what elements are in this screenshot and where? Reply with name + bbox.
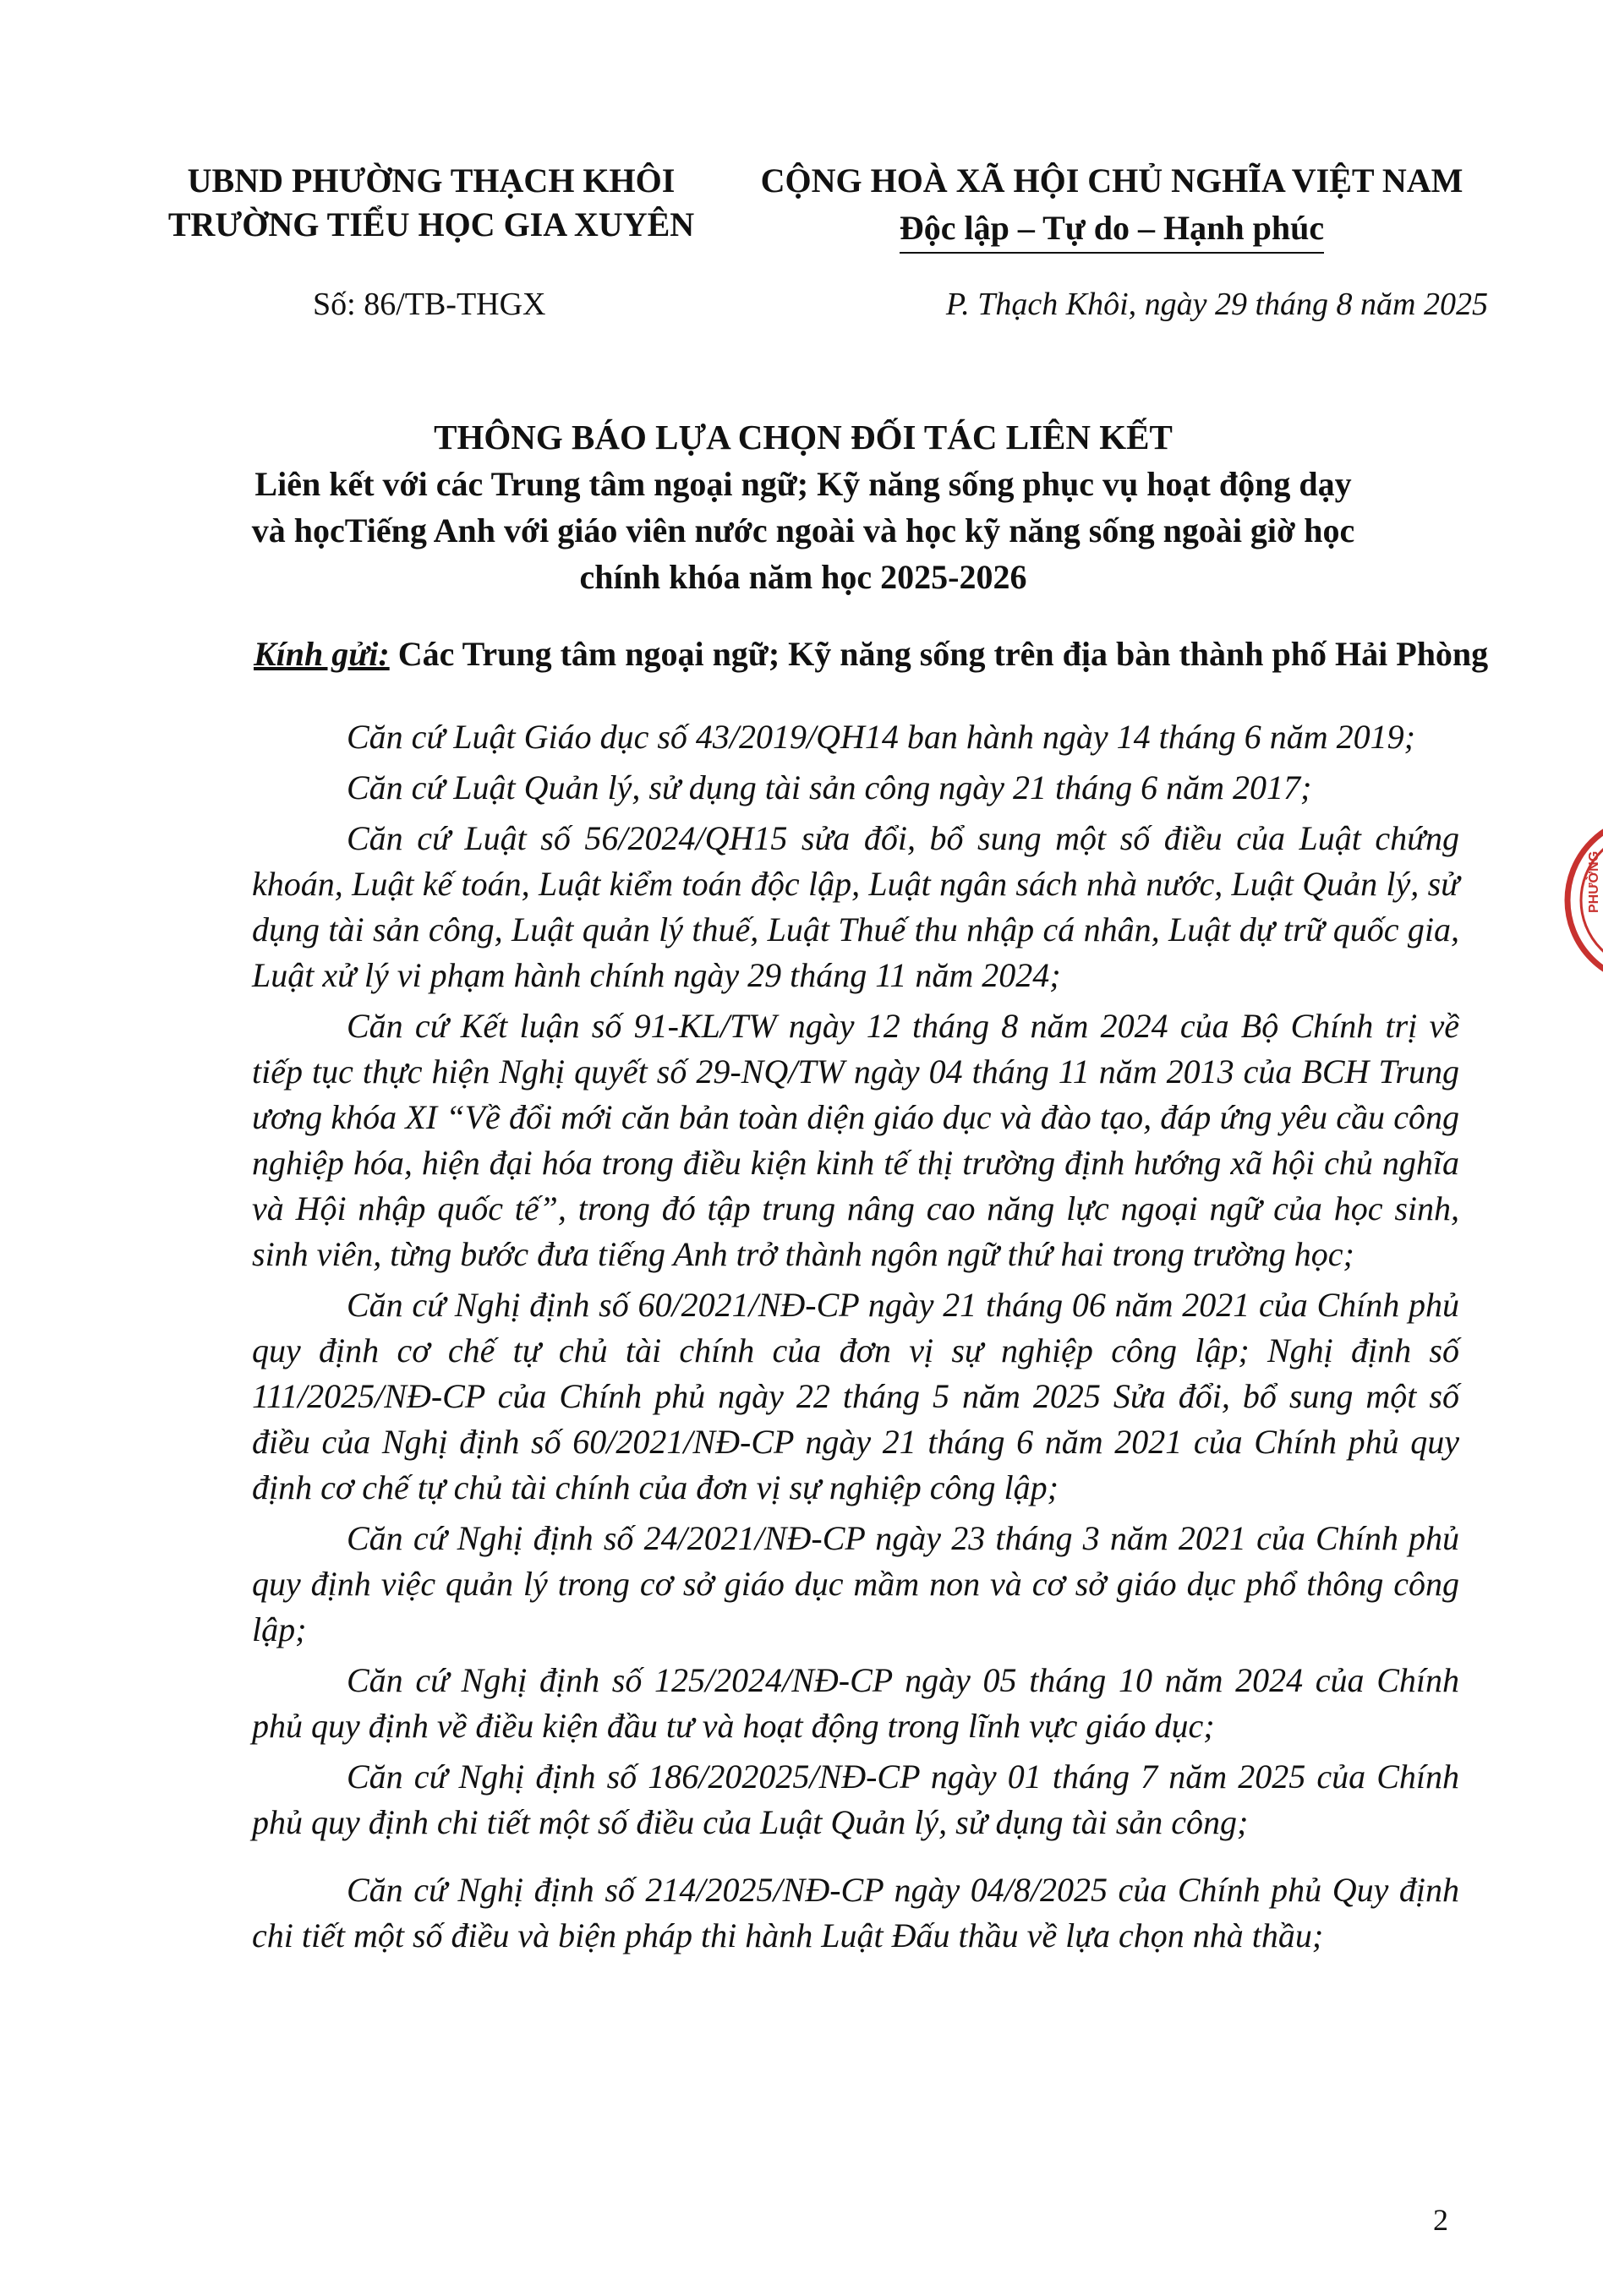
legal-basis-paragraph: Căn cứ Nghị định số 125/2024/NĐ-CP ngày 05 tháng 10 năm 2024 của Chính phủ quy định về điều kiện đầu tư và hoạt động trong lĩnh vực giáo dục; — [252, 1661, 1459, 1745]
national-motto: Độc lập – Tự do – Hạnh phúc — [900, 206, 1324, 254]
org-line-2: TRƯỜNG TIỂU HỌC GIA XUYÊN — [167, 205, 695, 243]
org-line-1: UBND PHƯỜNG THẠCH KHÔI — [187, 161, 676, 200]
legal-basis-paragraph: Căn cứ Nghị định số 186/202025/NĐ-CP ngày 01 tháng 7 năm 2025 của Chính phủ quy định chi tiết một số điều của Luật Quản lý, sử dụng tài sản công; — [252, 1758, 1459, 1841]
legal-basis-paragraph: Căn cứ Nghị định số 60/2021/NĐ-CP ngày 21 tháng 06 năm 2021 của Chính phủ quy định cơ chế tự chủ tài chính của đơn vị sự nghiệp công lập; Nghị định số 111/2025/NĐ-CP của Chính phủ ngày 22 tháng 5 năm 2025 Sửa đổi, bổ sung một số điều của Nghị định số 60/2021/NĐ-CP ngày 21 tháng 6 năm 2021 của Chính phủ quy định cơ chế tự chủ tài chính của đơn vị sự nghiệp công lập; — [252, 1286, 1459, 1506]
legal-basis-paragraph: Căn cứ Luật Quản lý, sử dụng tài sản công ngày 21 tháng 6 năm 2017; — [347, 768, 1312, 806]
document-date: P. Thạch Khôi, ngày 29 tháng 8 năm 2025 — [945, 287, 1488, 322]
salutation-recipients: Các Trung tâm ngoại ngữ; Kỹ năng sống trên địa bàn thành phố Hải Phòng — [389, 635, 1489, 673]
title-subline-1: Liên kết với các Trung tâm ngoại ngữ; Kỹ năng sống phục vụ hoạt động dạy — [254, 465, 1352, 503]
document-number: Số: 86/TB-THGX — [313, 287, 546, 322]
national-heading — [719, 159, 1505, 254]
title-subline-2: và họcTiếng Anh với giáo viên nước ngoài và học kỹ năng sống ngoài giờ học — [251, 511, 1355, 549]
nation-title: CỘNG HOÀ XÃ HỘI CHỦ NGHĨA VIỆT NAM — [760, 161, 1463, 200]
legal-basis-paragraph: Căn cứ Luật số 56/2024/QH15 sửa đổi, bổ sung một số điều của Luật chứng khoán, Luật kế toán, Luật kiểm toán độc lập, Luật ngân sách nhà nước, Luật Quản lý, sử dụng tài sản công, Luật quản lý thuế, Luật Thuế thu nhập cá nhân, Luật dự trữ quốc gia, Luật xử lý vi phạm hành chính ngày 29 tháng 11 năm 2024; — [252, 819, 1459, 994]
issuing-organization — [152, 159, 710, 247]
document-title-block — [245, 414, 1361, 600]
seal-text: PHƯỜNG — [1587, 850, 1601, 913]
page-number: 2 — [1433, 2203, 1448, 2237]
salutation-line — [254, 634, 1489, 674]
document-title: THÔNG BÁO LỰA CHỌN ĐỐI TÁC LIÊN KẾT — [434, 418, 1173, 456]
legal-basis-paragraph: Căn cứ Nghị định số 24/2021/NĐ-CP ngày 23 tháng 3 năm 2021 của Chính phủ quy định việc quản lý trong cơ sở giáo dục mầm non và cơ sở giáo dục phổ thông công lập; — [252, 1519, 1459, 1648]
legal-basis-paragraph: Căn cứ Kết luận số 91-KL/TW ngày 12 tháng 8 năm 2024 của Bộ Chính trị về tiếp tục thực hiện Nghị quyết số 29-NQ/TW ngày 04 tháng 11 năm 2013 của BCH Trung ương khóa XI “Về đổi mới căn bản toàn diện giáo dục và đào tạo, đáp ứng yêu cầu công nghiệp hóa, hiện đại hóa trong điều kiện kinh tế thị trường định hướng xã hội chủ nghĩa và Hội nhập quốc tế”, trong đó tập trung nâng cao năng lực ngoại ngữ của học sinh, sinh viên, từng bước đưa tiếng Anh trở thành ngôn ngữ thứ hai trong trường học; — [252, 1007, 1459, 1273]
legal-basis-paragraph: Căn cứ Nghị định số 214/2025/NĐ-CP ngày 04/8/2025 của Chính phủ Quy định chi tiết một số điều và biện pháp thi hành Luật Đấu thầu về lựa chọn nhà thầu; — [252, 1871, 1459, 1954]
document-body — [252, 714, 1459, 1964]
legal-basis-paragraph: Căn cứ Luật Giáo dục số 43/2019/QH14 ban hành ngày 14 tháng 6 năm 2019; — [347, 718, 1416, 756]
salutation-label: Kính gửi: — [254, 635, 390, 673]
red-seal-stamp — [1524, 812, 1603, 989]
title-subline-3: chính khóa năm học 2025-2026 — [579, 558, 1027, 596]
